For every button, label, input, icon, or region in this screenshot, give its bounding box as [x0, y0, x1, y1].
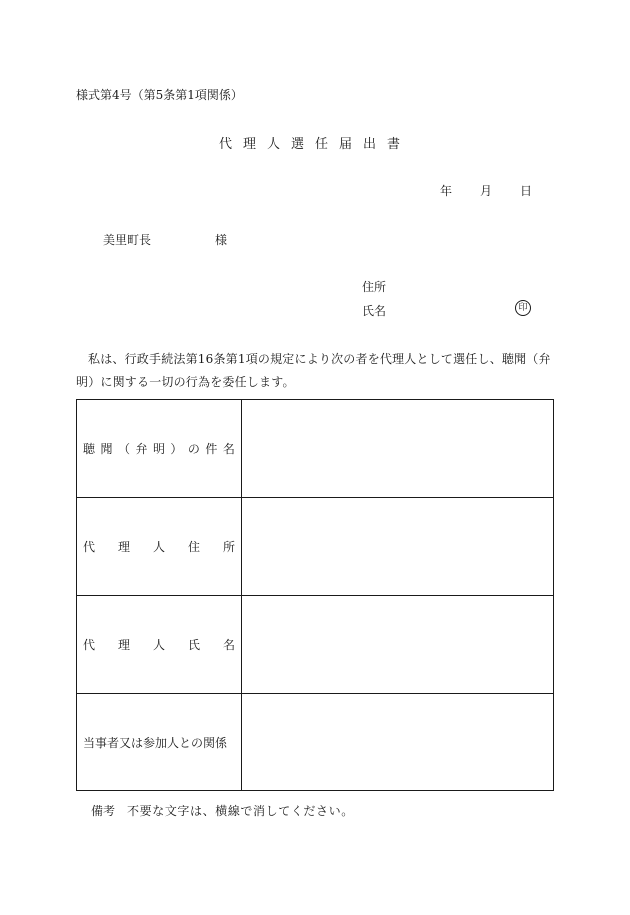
applicant-name-label: 氏名 [362, 304, 387, 318]
applicant-address-label: 住所 [362, 280, 387, 294]
row-value-agent-address[interactable] [242, 498, 553, 596]
document-title: 代理人選任届出書 [218, 137, 411, 152]
row-value-relationship[interactable] [242, 694, 553, 790]
date-line [440, 182, 532, 199]
addressee-honorific: 様 [215, 233, 228, 247]
date-day: 日 [520, 184, 533, 198]
remarks-label: 備考 [91, 804, 116, 818]
date-year: 年 [440, 184, 453, 198]
addressee [103, 231, 227, 248]
row-label-agent-name: 代 理 人 氏 名 [77, 596, 242, 694]
row-label-hearing-subject: 聴 聞 （ 弁 明 ） の 件 名 [77, 400, 242, 498]
row-value-agent-name[interactable] [242, 596, 553, 694]
statement-paragraph: 私は、行政手続法第16条第1項の規定により次の者を代理人として選任し、聴聞（弁明）に関する一切の行為を委任します。 [76, 352, 551, 389]
seal-mark: 印 [515, 300, 531, 316]
addressee-name: 美里町長 [103, 233, 152, 247]
date-month: 月 [480, 184, 493, 198]
form-table [76, 399, 554, 791]
row-value-hearing-subject[interactable] [242, 400, 553, 498]
remarks [91, 802, 354, 819]
row-label-agent-address: 代 理 人 住 所 [77, 498, 242, 596]
row-label-relationship: 当事者又は参加人との関係 [77, 694, 242, 790]
form-number: 様式第4号（第5条第1項関係） [76, 88, 243, 102]
remarks-text: 不要な文字は、横線で消してください。 [127, 804, 354, 818]
